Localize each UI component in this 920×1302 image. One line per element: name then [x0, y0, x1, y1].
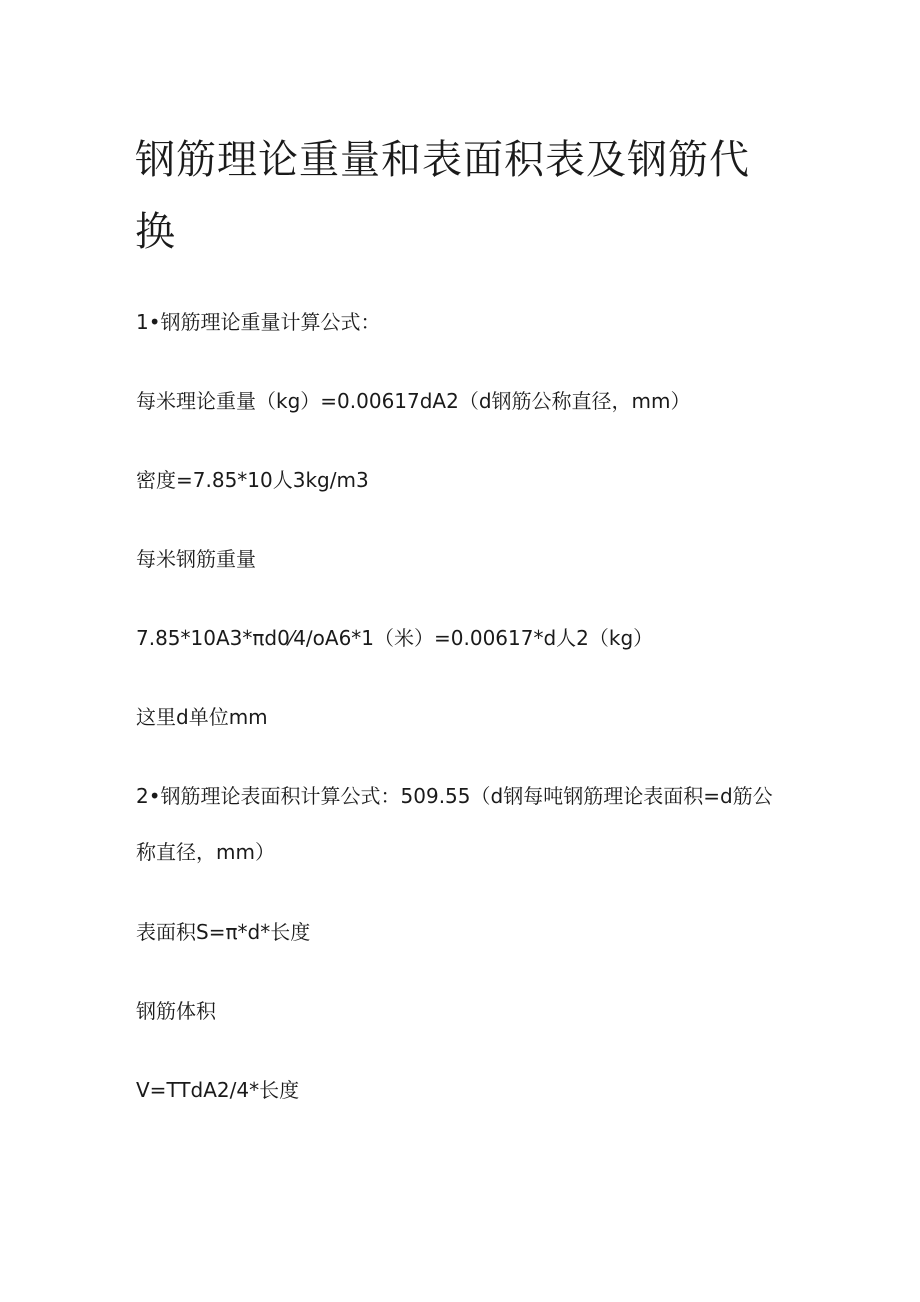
- paragraph-volume-formula: V=TTdA2/4*长度: [136, 1078, 300, 1102]
- paragraph-weight-formula-heading: 1•钢筋理论重量计算公式：: [136, 310, 381, 334]
- document-title: 钢筋理论重量和表面积表及钢筋代换: [135, 137, 750, 255]
- paragraph-weight-derivation: 7.85*10A3*πd0⁄4∕oA6*1（米）=0.00617*d人2（kg）: [136, 626, 654, 650]
- paragraph-surface-area: 表面积S=π*d*长度: [136, 920, 311, 944]
- paragraph-weight-per-meter-label: 每米钢筋重量: [136, 547, 256, 571]
- paragraph-unit-note: 这里d单位mm: [136, 705, 268, 729]
- paragraph-weight-per-meter: 每米理论重量（kg）=0.00617dA2（d钢筋公称直径，mm）: [136, 389, 691, 413]
- paragraph-surface-area-formula: 2•钢筋理论表面积计算公式：509.55（d钢每吨钢筋理论表面积=d筋公称直径，mm）: [136, 784, 773, 864]
- paragraph-volume-label: 钢筋体积: [136, 999, 216, 1023]
- paragraph-density: 密度=7.85*10人3kg/m3: [136, 468, 369, 492]
